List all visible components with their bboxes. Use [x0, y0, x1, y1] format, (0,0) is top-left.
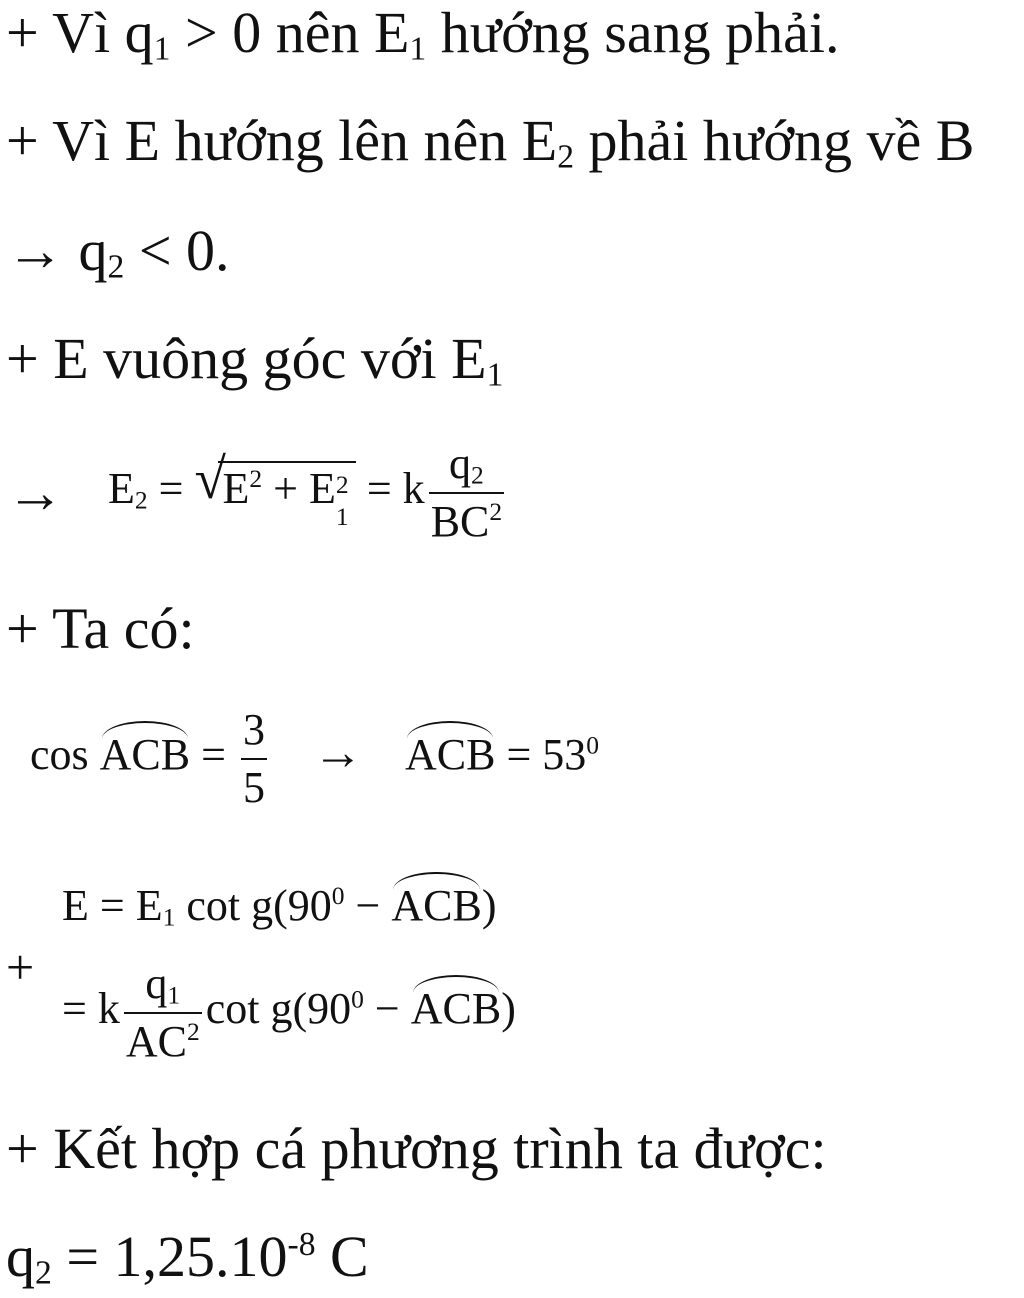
plus-sign: +	[6, 939, 35, 995]
equation-e-row2: = k $\frac{q_1}{AC^2}$ $\cot g(90^0 - ACB)$	[62, 959, 516, 1066]
right-arrow-icon: →	[6, 460, 64, 525]
angle-acb: ACB	[100, 725, 190, 777]
text-line-q2-negative: → $q_2 < 0$.	[6, 218, 230, 286]
right-arrow-icon: →	[6, 218, 64, 283]
equation-e2: → $E_2$ = √ $E^2 + E$ 2 1 = k $\frac{q_2}{BC^2}$	[6, 439, 503, 546]
equation-e-row1: $E = E_1$ $\cot g(90^0 - ACB)$	[62, 876, 496, 928]
square-root: √ $E^2 + E$ 2 1	[194, 461, 355, 511]
text-line-q1-positive: + Vì $q_1 > 0$ nên $E_1$ hướng sang phải.	[6, 0, 840, 68]
fraction-q2-bc2: $\frac{q_2}{BC^2}$	[430, 439, 503, 546]
text-line-perpendicular: + E vuông góc với $E_1$	[6, 326, 504, 394]
text-line-e2-direction: + Vì E hướng lên nên $E_2$ phải hướng về B	[6, 108, 975, 176]
angle-acb: ACB	[411, 979, 501, 1031]
fraction-3-5: $\frac{3}{5}$	[242, 705, 265, 812]
text-line-ta-co: + Ta có:	[6, 596, 195, 661]
equation-cos-acb: cos ACB = $\frac{3}{5}$ → ACB = $53^0$	[30, 705, 600, 812]
angle-acb: ACB	[391, 876, 481, 928]
angle-acb: ACB	[405, 725, 495, 777]
text-line-result: $q_2 = 1,25.10^{-8}$ C	[6, 1224, 369, 1292]
fraction-q1-ac2: $\frac{q_1}{AC^2}$	[125, 959, 200, 1066]
right-arrow-icon: →	[312, 724, 363, 781]
text-line-combine: + Kết hợp cá phương trình ta được:	[6, 1116, 827, 1181]
